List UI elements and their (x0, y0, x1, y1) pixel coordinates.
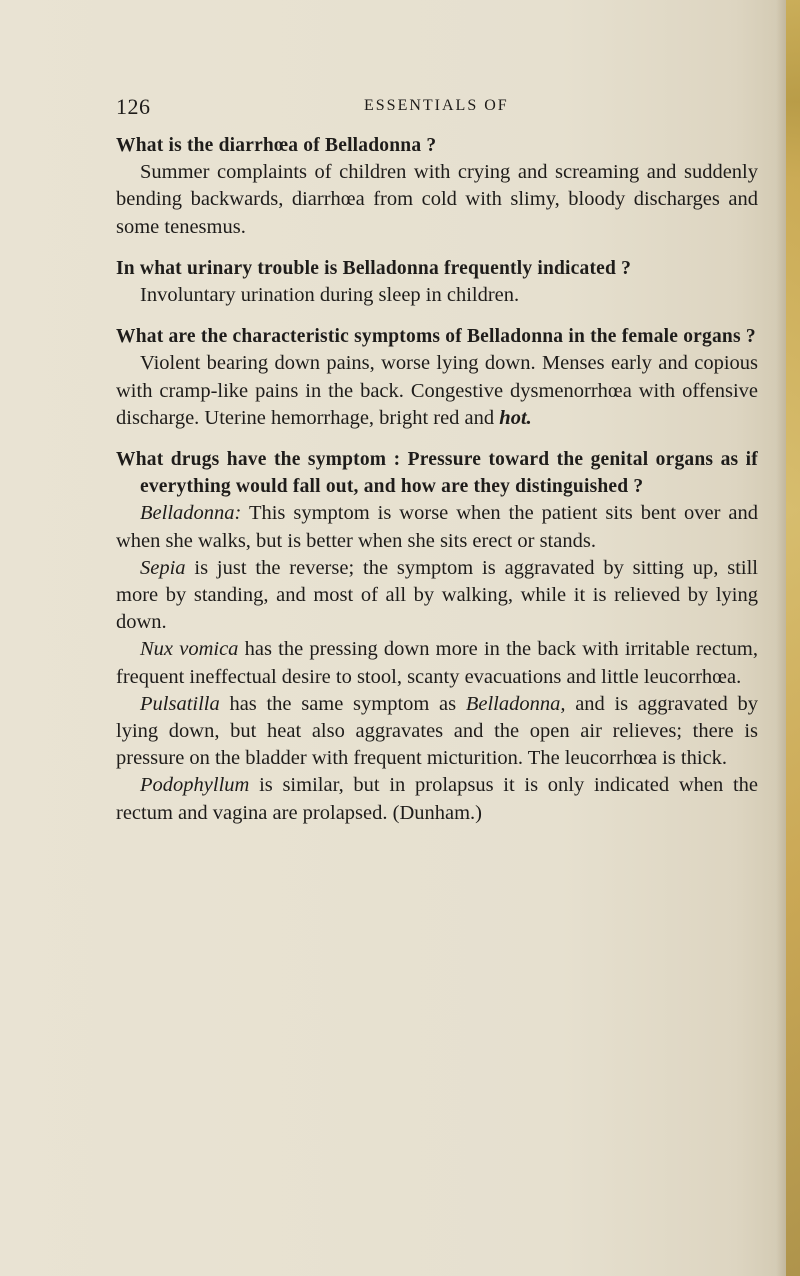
question-diarrhoea: What is the diarrhœa of Belladonna ? (116, 135, 437, 156)
gilt-page-edge (786, 0, 800, 1276)
paragraph-podophyllum-text: is similar, but in prolapsus it is only indicated when the rectum and vagina are prolapsed. (Dunham.) (116, 774, 759, 824)
paragraph-belladonna-text: This symptom is worse when the patient sits bent over and when she walks, but is better when she sits erect or stands. (116, 502, 758, 552)
answer-emphasis-hot: hot. (499, 406, 532, 429)
drug-name-belladonna-ref: Belladonna, (465, 692, 566, 715)
drug-name-sepia: Sepia (140, 556, 186, 579)
paragraph-pulsatilla (116, 691, 758, 773)
page-body (116, 132, 758, 827)
answer-female-organs-text: Violent bearing down pains, worse lying down. Menses early and copious with cramp-like pains in the back. Congestive dysmenorrhœa with offensive discharge. Uterine hemorrhage, bright red and (116, 352, 758, 429)
paragraph-nux-vomica-text: has the pressing down more in the back with irritable rectum, frequent ineffectual desire to stool, scanty evacuations and little leucorrhœa. (116, 638, 758, 688)
paragraph-podophyllum (116, 772, 758, 826)
drug-name-belladonna: Belladonna: (140, 502, 242, 525)
question-female-organs: What are the characteristic symptoms of Belladonna in the female organs ? (116, 326, 756, 348)
page-header (116, 94, 756, 124)
answer-urinary: Involuntary urination during sleep in children. (140, 284, 520, 307)
answer-diarrhoea: Summer complaints of children with crying and screaming and suddenly bending backwards, diarrhœa from cold with slimy, bloody discharges and some tenesmus. (116, 161, 758, 238)
paragraph-pulsatilla-text-a: has the same symptom as (229, 692, 457, 715)
drug-name-nux-vomica: Nux vomica (140, 638, 239, 661)
question-pressure-drugs: What drugs have the symptom : Pressure toward the genital organs as if everything would fall out, and how are they distinguished ? (116, 449, 758, 498)
drug-name-pulsatilla: Pulsatilla (140, 692, 220, 715)
drug-name-podophyllum: Podophyllum (140, 774, 250, 797)
page-number: 126 (116, 94, 151, 119)
page-edge-shadow (776, 0, 786, 1276)
paragraph-pulsatilla-text-b: and is aggravated by lying down, but heat also aggravates and the open air relieves; there is pressure on the bladder with frequent micturition. The leucorrhœa is thick. (116, 692, 758, 770)
question-urinary: In what urinary trouble is Belladonna frequently indicated ? (116, 257, 632, 279)
paragraph-nux-vomica (116, 636, 758, 690)
running-head: ESSENTIALS OF (364, 97, 509, 114)
paragraph-belladonna (116, 500, 758, 554)
answer-female-organs (116, 350, 758, 432)
paragraph-sepia-text: is just the reverse; the symptom is aggravated by sitting up, still more by standing, and most of all by walking, while it is relieved by lying down. (116, 556, 759, 634)
paragraph-sepia (116, 555, 758, 637)
